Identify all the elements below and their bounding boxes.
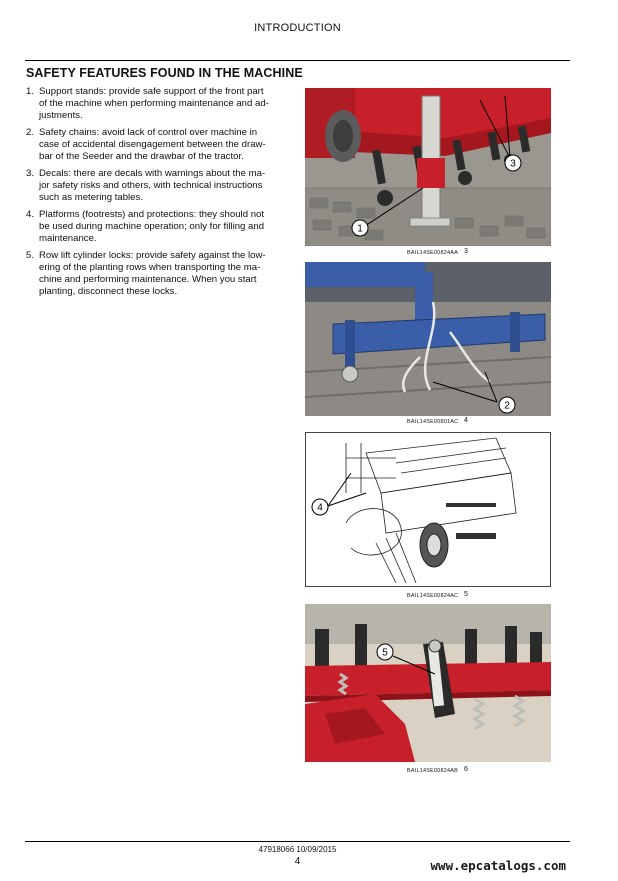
figure-4-photo [305,262,551,416]
figure-4-number: 4 [464,417,468,424]
item-number: 3. [26,168,35,179]
figure-3-caption: BAIL14SE00824AA [407,250,459,256]
figure-3-number: 3 [464,248,468,255]
item-number: 1. [26,86,35,97]
item-line: ering of the planting rows when transporting the ma- [39,262,261,273]
page-number: 4 [294,856,301,867]
item-line: such as metering tables. [39,192,143,203]
callout-1-label: 1 [357,223,363,235]
figure-6 [305,604,551,774]
figure-5-caption: BAIL14SE00824AC [407,593,459,599]
callout-2-label: 2 [504,400,510,412]
figure-3-photo [305,88,551,246]
item-line: be used during machine operation; only for filling and [39,221,265,232]
item-number: 4. [26,209,35,220]
item-line: bar of the Seeder and the drawbar of the tractor. [39,151,244,162]
header-rule [25,60,570,61]
footer-rule [25,841,570,842]
item-line: Safety chains: avoid lack of control over machine in [39,127,258,138]
figure-4-caption: BAIL14SE00801AC [407,419,459,425]
item-line: planting, disconnect these locks. [39,286,178,297]
figure-3 [305,88,551,256]
item-line: maintenance. [39,233,97,244]
item-number: 5. [26,250,35,261]
item-line: jor safety risks and others, with technical instructions [39,180,263,191]
item-line: Decals: there are decals with warnings about the ma- [39,168,266,179]
figure-6-number: 6 [464,766,468,773]
item-line: Platforms (footrests) and protections: they should not [39,209,265,220]
item-number: 2. [26,127,35,138]
list-item [26,250,296,298]
figure-5 [305,432,551,599]
callout-5-label: 5 [382,647,388,659]
figure-6-caption: BAIL14SE00824AB [407,768,459,774]
callout-3-label: 3 [510,158,516,170]
item-line: Row lift cylinder locks: provide safety against the low- [39,250,266,261]
list-item [26,168,296,204]
figure-6-photo [305,604,551,762]
list-item [26,86,296,122]
document-id: 47918066 10/09/2015 [258,845,337,854]
item-line: case of accidental disengagement between the draw- [39,139,266,150]
item-line: Support stands: provide safe support of the front part [39,86,264,97]
item-line: chine and performing maintenance. When you start [39,274,257,285]
item-line: justments. [39,110,83,121]
figure-4 [305,262,551,425]
feature-list [26,86,296,303]
page-header-title: INTRODUCTION [254,22,341,34]
figure-5-number: 5 [464,591,468,598]
figure-5-drawing [305,432,551,587]
list-item [26,209,296,245]
list-item [26,127,296,163]
watermark-link[interactable]: www.epcatalogs.com [430,858,566,873]
callout-4-label: 4 [317,502,323,514]
item-line: of the machine when performing maintenance and ad- [39,98,269,109]
section-title: SAFETY FEATURES FOUND IN THE MACHINE [26,66,303,80]
